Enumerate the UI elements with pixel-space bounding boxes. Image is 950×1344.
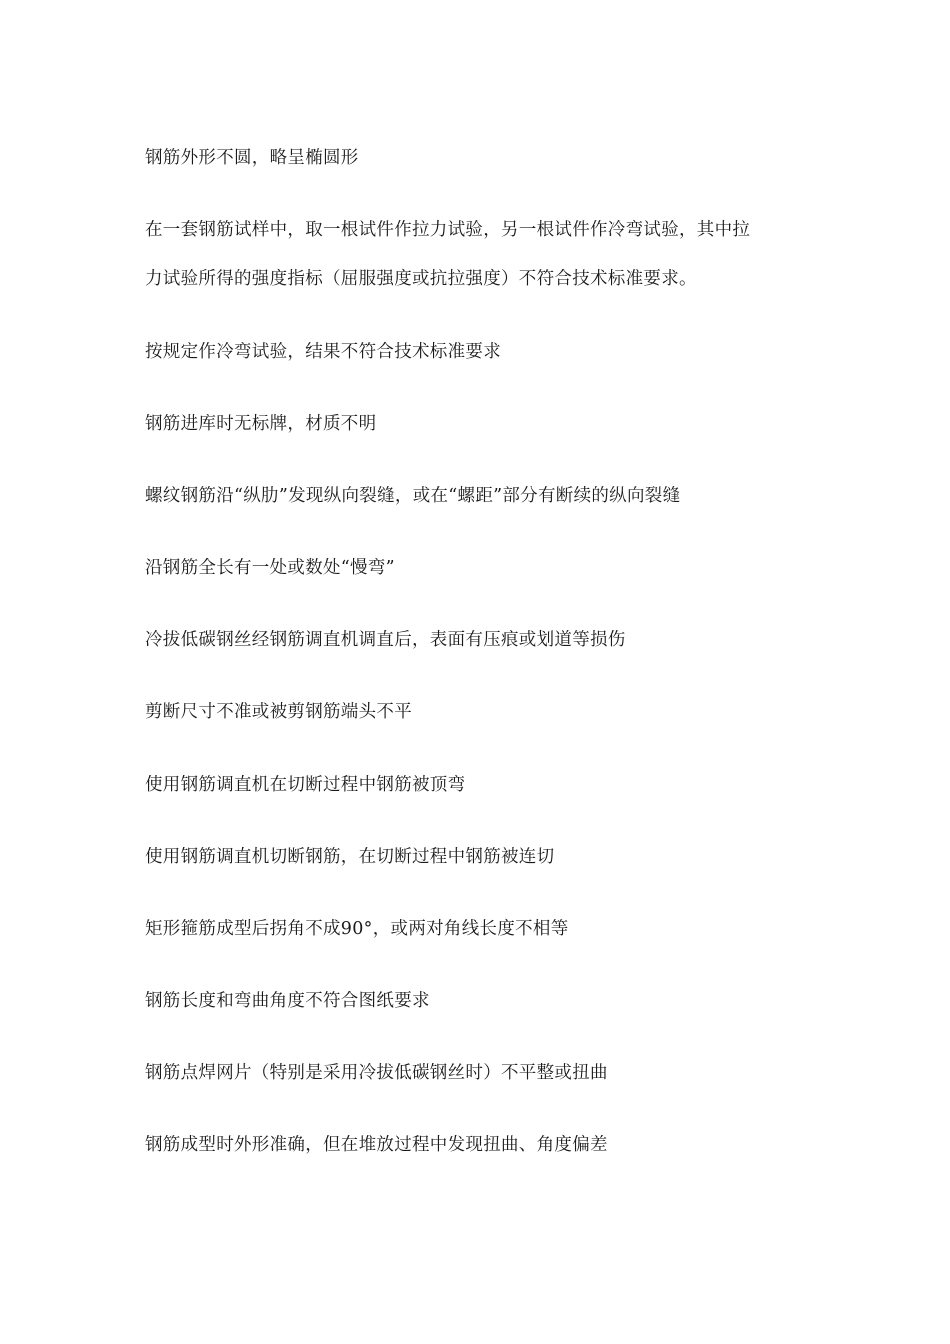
paragraph-line: 使用钢筋调直机切断钢筋，在切断过程中钢筋被连切 <box>145 847 555 867</box>
paragraph-line: 钢筋外形不圆，略呈椭圆形 <box>145 148 359 168</box>
paragraph-line: 在一套钢筋试样中，取一根试件作拉力试验，另一根试件作冷弯试验，其中拉 <box>145 220 751 240</box>
paragraph-line: 剪断尺寸不准或被剪钢筋端头不平 <box>145 702 412 722</box>
paragraph-line: 钢筋长度和弯曲角度不符合图纸要求 <box>145 991 430 1011</box>
paragraph-line: 钢筋点焊网片（特别是采用冷拔低碳钢丝时）不平整或扭曲 <box>145 1063 608 1083</box>
paragraph-line: 螺纹钢筋沿“纵肋”发现纵向裂缝，或在“螺距”部分有断续的纵向裂缝 <box>145 486 681 506</box>
paragraph-line: 冷拔低碳钢丝经钢筋调直机调直后，表面有压痕或划道等损伤 <box>145 630 626 650</box>
paragraph-line: 力试验所得的强度指标（屈服强度或抗拉强度）不符合技术标准要求。 <box>145 269 697 289</box>
paragraph-line: 使用钢筋调直机在切断过程中钢筋被顶弯 <box>145 775 466 795</box>
paragraph-line: 钢筋成型时外形准确，但在堆放过程中发现扭曲、角度偏差 <box>145 1135 608 1155</box>
paragraph-line: 按规定作冷弯试验，结果不符合技术标准要求 <box>145 342 501 362</box>
paragraph-line: 矩形箍筋成型后拐角不成90°，或两对角线长度不相等 <box>145 919 569 939</box>
paragraph-line: 钢筋进库时无标牌，材质不明 <box>145 414 377 434</box>
paragraph-line: 沿钢筋全长有一处或数处“慢弯” <box>145 558 395 578</box>
